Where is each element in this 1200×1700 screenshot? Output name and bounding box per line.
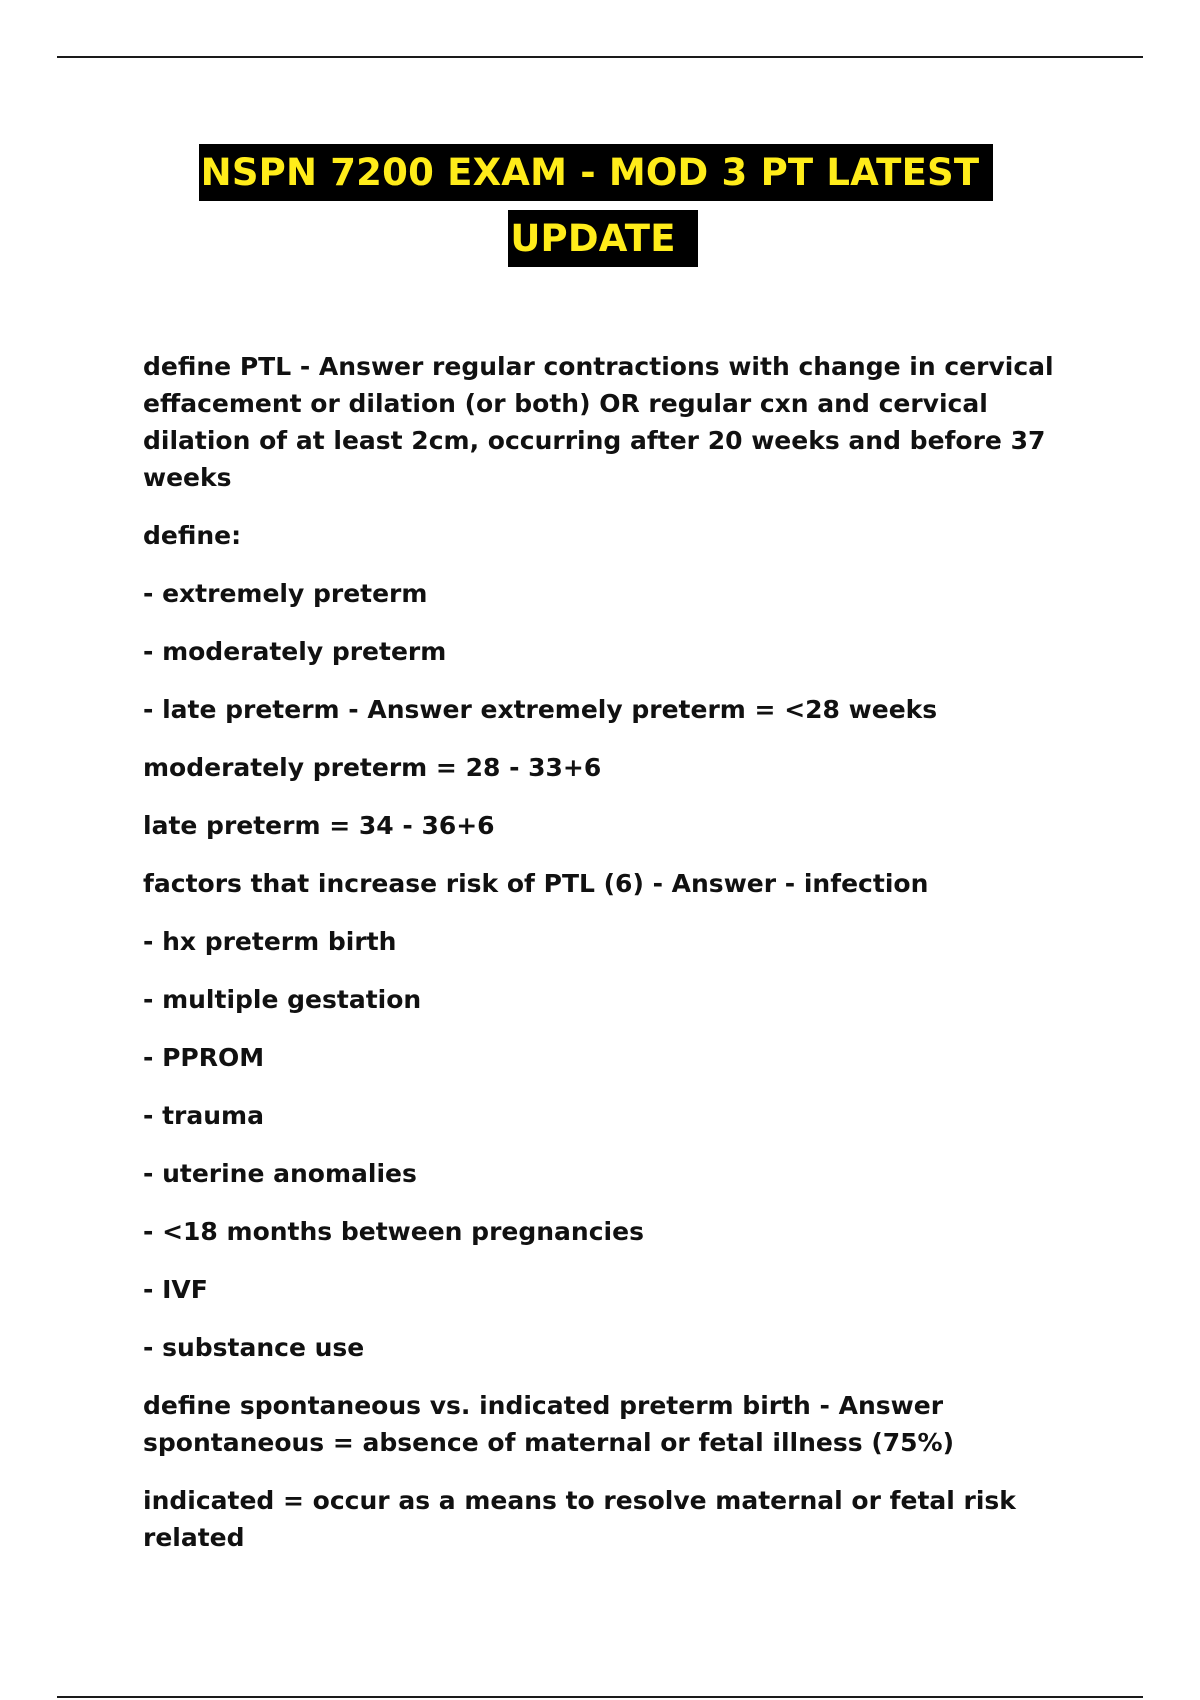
title-line-1: NSPN 7200 EXAM - MOD 3 PT LATEST — [199, 144, 994, 201]
paragraph: define: — [143, 521, 242, 550]
paragraph: - trauma — [143, 1101, 264, 1130]
paragraph: - moderately preterm — [143, 637, 447, 666]
paragraph: - substance use — [143, 1333, 365, 1362]
paragraph: - <18 months between pregnancies — [143, 1217, 644, 1246]
paragraph: - PPROM — [143, 1043, 265, 1072]
paragraph: indicated = occur as a means to resolve maternal or fetal risk related — [143, 1486, 1016, 1552]
paragraph: moderately preterm = 28 - 33+6 — [143, 753, 602, 782]
paragraph: - late preterm - Answer extremely preterm = <28 weeks — [143, 695, 938, 724]
paragraph: - hx preterm birth — [143, 927, 397, 956]
paragraph: late preterm = 34 - 36+6 — [143, 811, 495, 840]
bottom-rule — [57, 1696, 1143, 1698]
top-rule — [57, 56, 1143, 58]
document-body — [143, 348, 1093, 1577]
paragraph: - extremely preterm — [143, 579, 428, 608]
document-title — [0, 144, 1200, 267]
paragraph: - multiple gestation — [143, 985, 422, 1014]
paragraph: define spontaneous vs. indicated preterm birth - Answer spontaneous = absence of maternal or fetal illness (75%) — [143, 1391, 955, 1457]
paragraph: define PTL - Answer regular contractions with change in cervical effacement or dilation (or both) OR regular cxn and cervical dilation of at least 2cm, occurring after 20 weeks and before 37 weeks — [143, 352, 1054, 492]
paragraph: factors that increase risk of PTL (6) - Answer - infection — [143, 869, 929, 898]
paragraph: - IVF — [143, 1275, 208, 1304]
title-line-2: UPDATE — [508, 210, 697, 267]
paragraph: - uterine anomalies — [143, 1159, 417, 1188]
